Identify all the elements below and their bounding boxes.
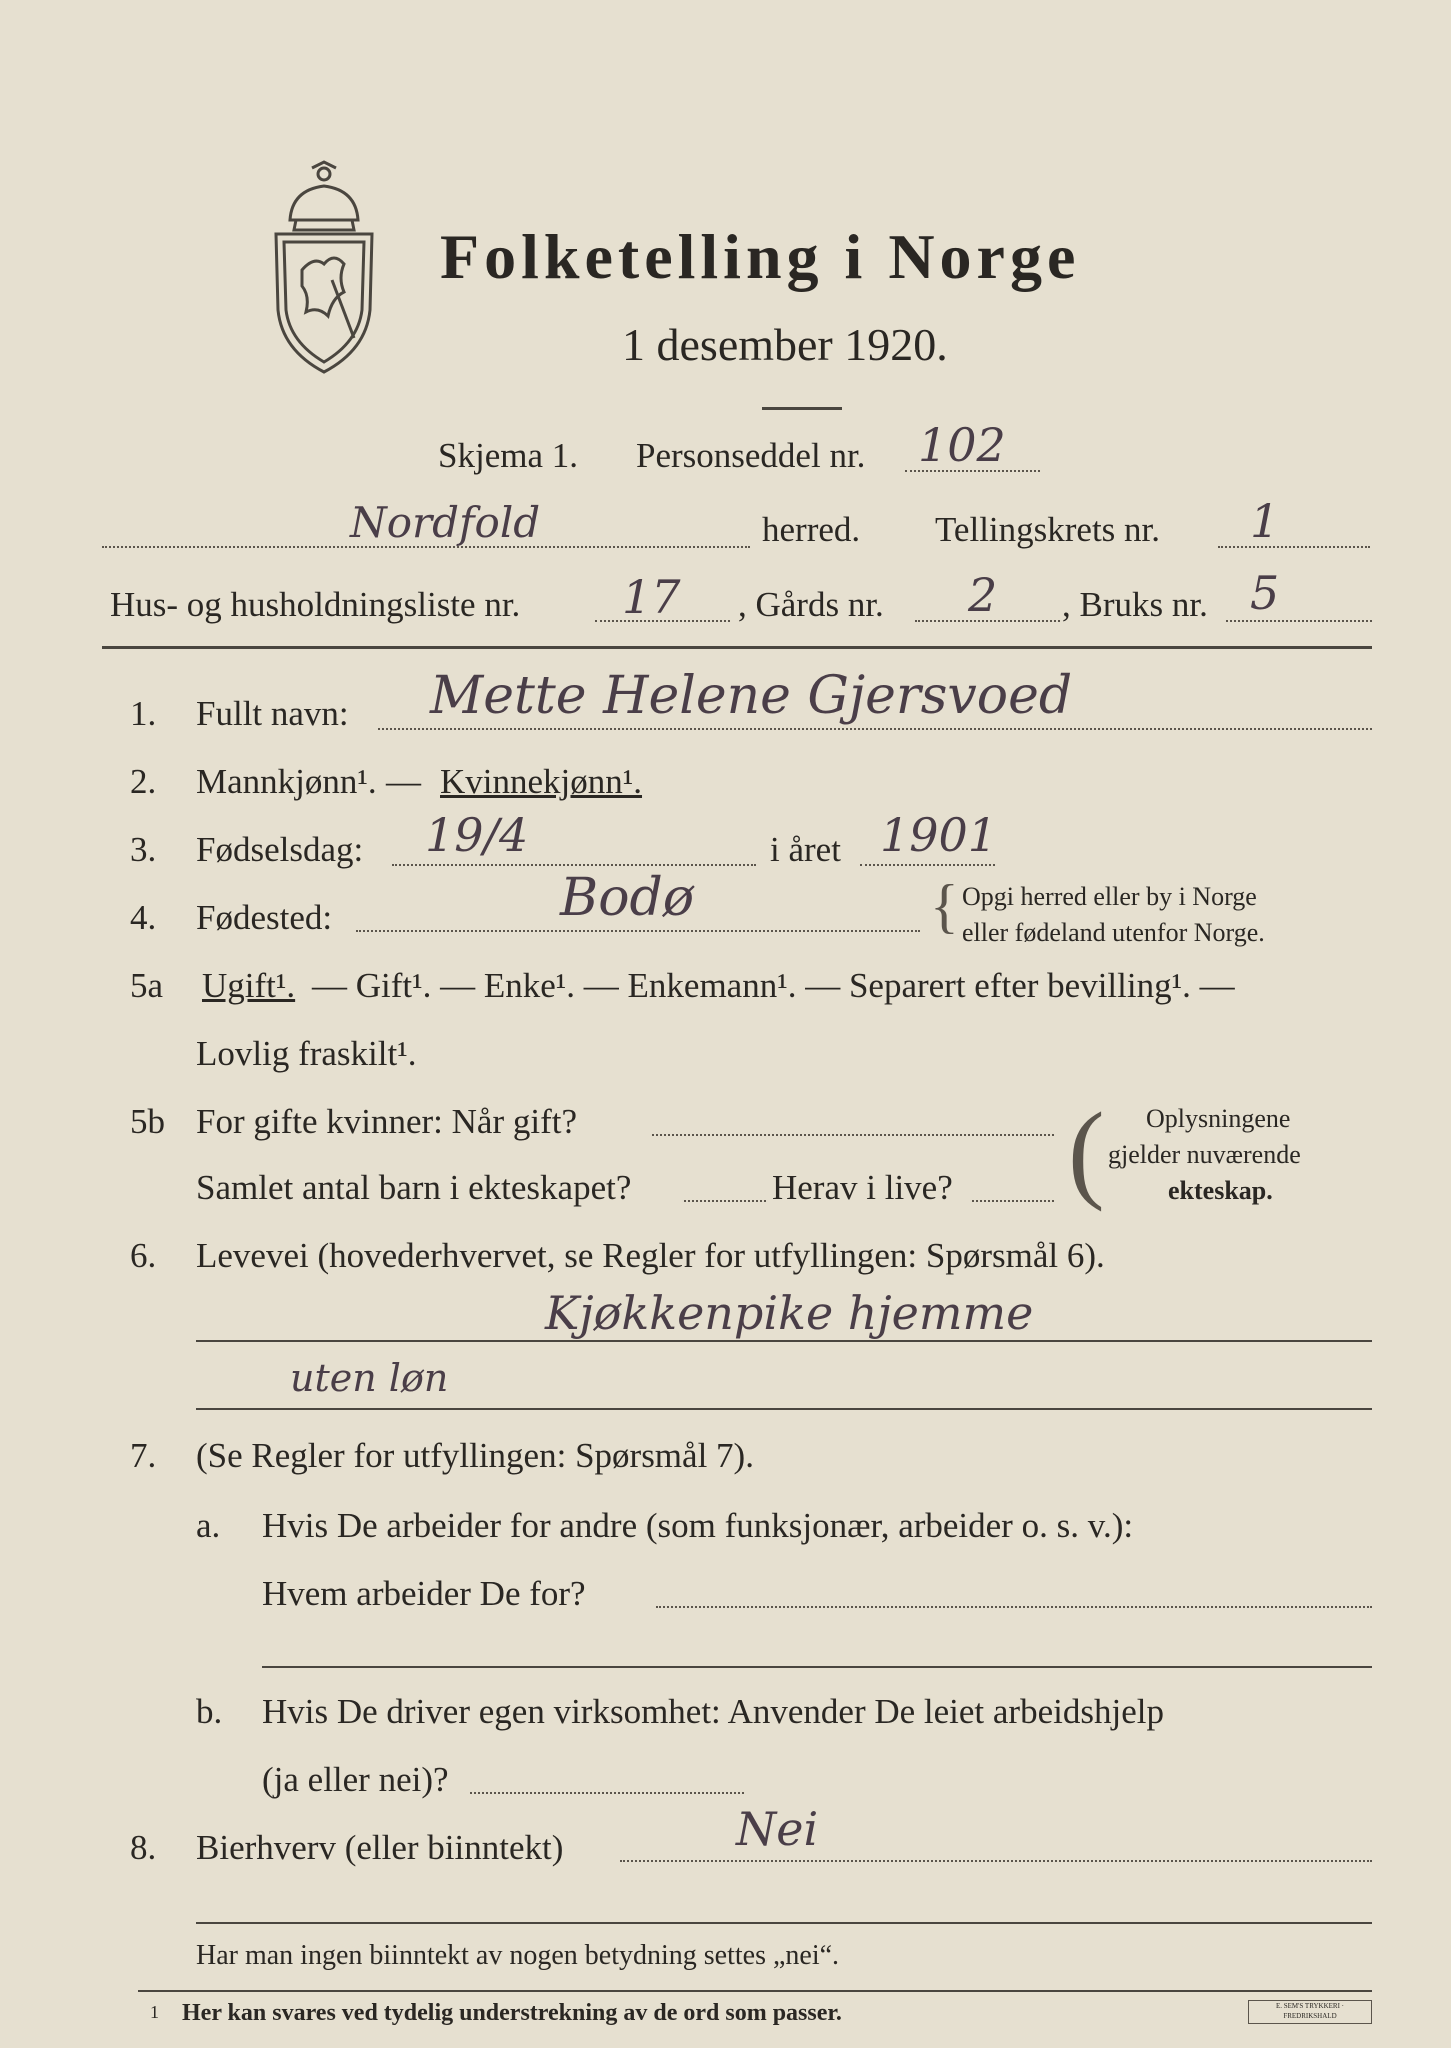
- q4-note-1: Opgi herred eller by i Norge: [962, 882, 1257, 911]
- q5b-number: 5b: [130, 1102, 165, 1141]
- gards-label: , Gårds nr.: [738, 585, 884, 624]
- q3-year-label: i året: [770, 830, 841, 869]
- q6-line-1: [196, 1340, 1372, 1342]
- krets-value: 1: [1250, 494, 1280, 548]
- q6-number: 6.: [130, 1236, 157, 1275]
- q7b-label: Hvis De driver egen virksomhet: Anvender De leiet arbeidshjelp: [262, 1692, 1164, 1731]
- q7b-letter: b.: [196, 1692, 223, 1731]
- q1-number: 1.: [130, 694, 157, 733]
- q8-line-2: [196, 1922, 1372, 1924]
- q3-label: Fødselsdag:: [196, 830, 364, 869]
- krets-label: Tellingskrets nr.: [935, 510, 1161, 549]
- person-nr-value: 102: [918, 418, 1006, 472]
- q1-value: Mette Helene Gjersvoed: [430, 666, 1073, 726]
- q5a-number: 5a: [130, 966, 164, 1005]
- form-title: Folketelling i Norge: [440, 221, 1081, 292]
- q7b-line: [470, 1792, 744, 1794]
- q7b-label-2: (ja eller nei)?: [262, 1760, 449, 1799]
- hus-value: 17: [622, 570, 681, 624]
- herred-value: Nordfold: [350, 498, 541, 547]
- q7a-line-2: [262, 1666, 1372, 1668]
- hus-label: Hus- og husholdningsliste nr.: [110, 585, 521, 624]
- footnote-mark: 1: [150, 2002, 159, 2022]
- q5b-children-line: [684, 1200, 766, 1202]
- q5b-note-1: Oplysningene: [1146, 1104, 1291, 1133]
- bruks-label: , Bruks nr.: [1062, 585, 1208, 624]
- q4-number: 4.: [130, 898, 157, 937]
- q7-number: 7.: [130, 1436, 157, 1475]
- q3-value: 19/4: [425, 808, 529, 862]
- person-label: Personseddel nr.: [636, 436, 866, 475]
- coat-of-arms-icon: [262, 160, 386, 380]
- q1-label: Fullt navn:: [196, 694, 349, 733]
- bruks-line: [1226, 620, 1372, 622]
- footnote: Her kan svares ved tydelig understrekning av de ord som passer.: [182, 2000, 842, 2026]
- q4-brace: {: [930, 873, 959, 939]
- q5b-married-line: [652, 1134, 1054, 1136]
- q8-value: Nei: [736, 1802, 819, 1856]
- q7a-label: Hvis De arbeider for andre (som funksjonær, arbeider o. s. v.):: [262, 1506, 1134, 1545]
- q3-number: 3.: [130, 830, 157, 869]
- form-label: Skjema 1.: [438, 436, 578, 475]
- q3-year-value: 1901: [880, 808, 998, 862]
- q3-year-line: [860, 864, 995, 866]
- q7a-letter: a.: [196, 1506, 221, 1545]
- q6-line-2: [196, 1408, 1372, 1410]
- title-divider: [762, 407, 842, 410]
- q4-value: Bodø: [560, 868, 695, 928]
- q7a-line-1: [656, 1606, 1372, 1608]
- q5b-note-3: ekteskap.: [1168, 1176, 1273, 1205]
- herred-label: herred.: [762, 510, 861, 549]
- q8-number: 8.: [130, 1828, 157, 1867]
- q5b-label-2: Samlet antal barn i ekteskapet?: [196, 1168, 632, 1207]
- footer-note: Har man ingen biinntekt av nogen betydning settes „nei“.: [196, 1940, 840, 1971]
- printer-mark: E. SEM'S TRYKKERI · FREDRIKSHALD: [1248, 2000, 1372, 2024]
- q2-female: Kvinnekjønn¹.: [440, 762, 643, 801]
- footer-rule: [138, 1990, 1372, 1992]
- q5a-options: — Gift¹. — Enke¹. — Enkemann¹. — Separert efter bevilling¹. —: [312, 966, 1235, 1005]
- header-rule: [102, 646, 1372, 649]
- q5b-label-3: Herav i live?: [772, 1168, 953, 1207]
- q5b-alive-line: [972, 1200, 1054, 1202]
- q5a-line2: Lovlig fraskilt¹.: [196, 1034, 417, 1073]
- q3-line: [392, 864, 756, 866]
- q4-label: Fødested:: [196, 898, 333, 937]
- q2-male: Mannkjønn¹.: [196, 762, 377, 801]
- q1-line: [378, 728, 1372, 730]
- q6-value-1: Kjøkkenpike hjemme: [545, 1286, 1034, 1340]
- q5a-ugift: Ugift¹.: [202, 966, 296, 1005]
- q5b-brace: (: [1068, 1090, 1105, 1212]
- q8-line: [620, 1860, 1372, 1862]
- q8-label: Bierhverv (eller biinntekt): [196, 1828, 564, 1867]
- q7-label: (Se Regler for utfyllingen: Spørsmål 7).: [196, 1436, 754, 1475]
- q6-value-2: uten løn: [290, 1356, 449, 1400]
- q5b-note-2: gjelder nuværende: [1108, 1140, 1301, 1169]
- q4-line: [356, 930, 920, 932]
- q5b-label-1: For gifte kvinner: Når gift?: [196, 1102, 578, 1141]
- census-date: 1 desember 1920.: [622, 319, 948, 370]
- q4-note-2: eller fødeland utenfor Norge.: [962, 918, 1265, 947]
- krets-line: [1218, 546, 1370, 548]
- gards-value: 2: [968, 568, 998, 622]
- q2-number: 2.: [130, 762, 157, 801]
- q7a-label-2: Hvem arbeider De for?: [262, 1574, 586, 1613]
- q6-label: Levevei (hovederhvervet, se Regler for utfyllingen: Spørsmål 6).: [196, 1236, 1105, 1275]
- q2-sep: —: [386, 762, 421, 801]
- bruks-value: 5: [1250, 566, 1280, 620]
